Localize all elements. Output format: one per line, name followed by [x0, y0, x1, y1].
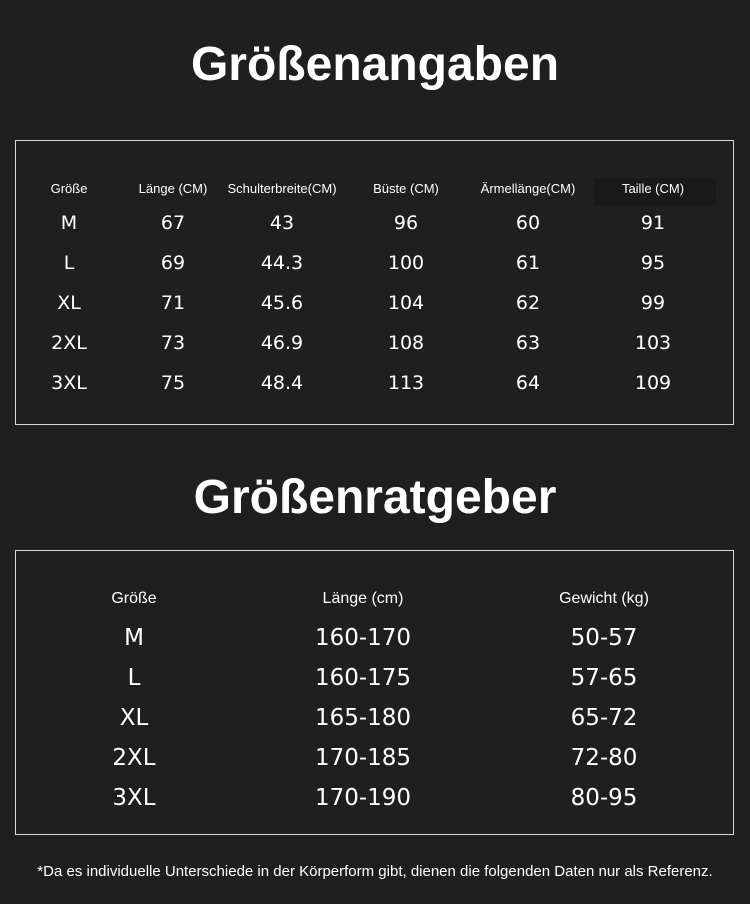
size-guide-cell-length: 160-170	[314, 625, 412, 651]
size-specs-cell-sleeve: 62	[515, 292, 541, 314]
size-specs-cell-size: M	[60, 212, 78, 234]
size-specs-cell-shoulder: 48.4	[260, 372, 304, 394]
size-guide-cell-weight: 80-95	[570, 785, 638, 811]
size-guide-cell-size: XL	[119, 705, 149, 731]
size-guide-table	[15, 550, 734, 835]
size-guide-cell-weight: 65-72	[570, 705, 638, 731]
size-guide-header-weight: Gewicht (kg)	[559, 590, 649, 607]
size-guide-cell-length: 165-180	[314, 705, 412, 731]
size-specs-cell-sleeve: 61	[515, 252, 541, 274]
size-specs-header-bust: Büste (CM)	[373, 181, 439, 196]
size-specs-cell-waist: 91	[640, 212, 666, 234]
size-specs-header-shoulder: Schulterbreite(CM)	[227, 181, 337, 196]
size-specs-cell-shoulder: 46.9	[260, 332, 304, 354]
size-specs-header-waist: Taille (CM)	[621, 181, 685, 196]
size-guide-cell-length: 160-175	[314, 665, 412, 691]
size-specs-cell-length: 71	[160, 292, 186, 314]
size-specs-cell-length: 73	[160, 332, 186, 354]
size-guide-header-size: Größe	[111, 590, 157, 607]
size-specs-cell-length: 69	[160, 252, 186, 274]
size-guide-cell-length: 170-185	[314, 745, 412, 771]
size-guide-cell-size: M	[124, 625, 144, 651]
size-guide-cell-weight: 57-65	[570, 665, 638, 691]
size-guide-cell-size: L	[127, 665, 141, 691]
size-specs-cell-shoulder: 43	[269, 212, 295, 234]
size-guide-cell-length: 170-190	[314, 785, 412, 811]
size-specs-header-length: Länge (CM)	[138, 181, 208, 196]
size-specs-cell-bust: 113	[387, 372, 425, 394]
size-specs-cell-waist: 103	[634, 332, 672, 354]
size-specs-cell-length: 67	[160, 212, 186, 234]
size-guide-cell-weight: 50-57	[570, 625, 638, 651]
size-specs-cell-length: 75	[160, 372, 186, 394]
size-specs-cell-waist: 95	[640, 252, 666, 274]
size-guide-cell-size: 3XL	[112, 785, 156, 811]
size-specs-cell-bust: 96	[393, 212, 419, 234]
size-specs-title: Größenangaben	[190, 38, 560, 91]
size-guide-cell-size: 2XL	[112, 745, 156, 771]
footnote: *Da es individuelle Unterschiede in der Körperform gibt, dienen die folgenden Daten nur als Referenz.	[37, 863, 713, 880]
size-specs-header-sleeve: Ärmellänge(CM)	[480, 181, 576, 196]
size-specs-header-size: Größe	[50, 181, 88, 196]
size-specs-cell-bust: 100	[387, 252, 425, 274]
size-specs-cell-sleeve: 60	[515, 212, 541, 234]
size-specs-cell-bust: 104	[387, 292, 425, 314]
size-specs-cell-size: L	[63, 252, 75, 274]
size-specs-cell-shoulder: 44.3	[260, 252, 304, 274]
size-specs-cell-waist: 99	[640, 292, 666, 314]
size-specs-cell-size: 3XL	[51, 372, 87, 394]
size-specs-table	[15, 140, 734, 425]
size-guide-header-length: Länge (cm)	[322, 590, 404, 607]
size-specs-cell-sleeve: 64	[515, 372, 541, 394]
size-specs-cell-shoulder: 45.6	[260, 292, 304, 314]
size-guide-cell-weight: 72-80	[570, 745, 638, 771]
size-specs-cell-waist: 109	[634, 372, 672, 394]
size-guide-title: Größenratgeber	[193, 471, 557, 524]
size-specs-cell-size: 2XL	[51, 332, 87, 354]
size-specs-cell-size: XL	[57, 292, 81, 314]
size-specs-cell-bust: 108	[387, 332, 425, 354]
size-specs-cell-sleeve: 63	[515, 332, 541, 354]
